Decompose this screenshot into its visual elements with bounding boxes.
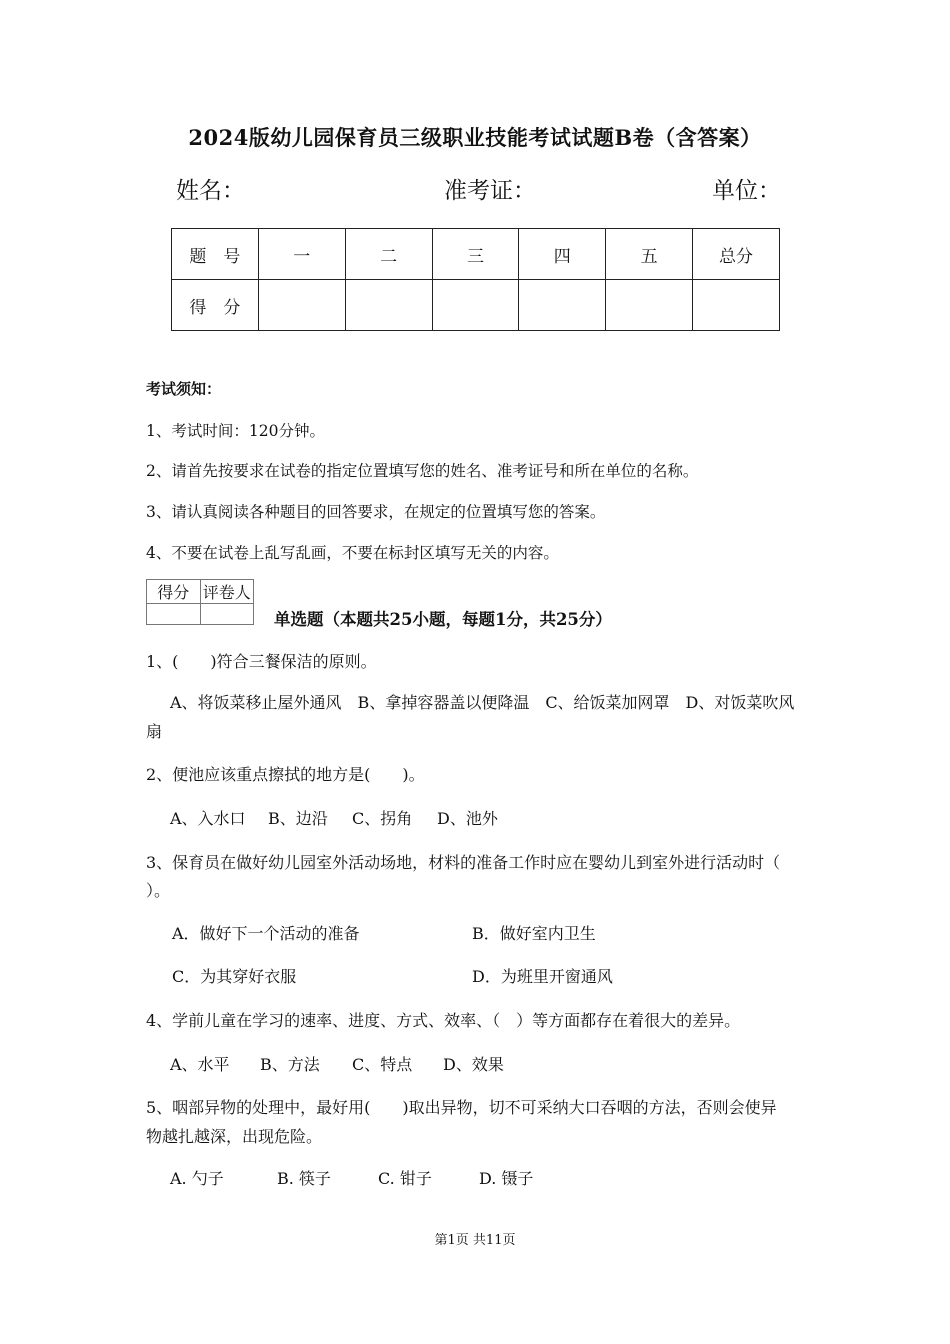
grader-score-cell[interactable] xyxy=(147,604,201,625)
notice-heading: 考试须知： xyxy=(146,380,222,398)
question-5-stem-cont: 物越扎越深，出现危险。 xyxy=(146,1127,323,1146)
question-4-option-d: D、效果 xyxy=(443,1055,504,1074)
name-field-label: 姓名： xyxy=(176,178,245,204)
exam-id-field-label: 准考证： xyxy=(444,178,536,204)
question-4-option-c: C、特点 xyxy=(352,1055,413,1074)
section-title: 单选题（本题共25小题，每题1分，共25分） xyxy=(274,610,612,629)
score-row-label: 得 分 xyxy=(172,280,259,331)
question-4-option-b: B、方法 xyxy=(260,1055,320,1074)
notice-item: 4、不要在试卷上乱写乱画，不要在标封区填写无关的内容。 xyxy=(146,544,559,562)
notice-item: 2、请首先按要求在试卷的指定位置填写您的姓名、准考证号和所在单位的名称。 xyxy=(146,462,699,480)
question-4-stem: 4、学前儿童在学习的速率、进度、方式、效率、（ ）等方面都存在着很大的差异。 xyxy=(146,1011,741,1030)
score-cell-total[interactable] xyxy=(693,280,780,331)
score-table xyxy=(171,228,780,331)
document-title: 2024版幼儿园保育员三级职业技能考试试题B卷（含答案） xyxy=(188,125,762,150)
question-1-options-cont: 扇 xyxy=(146,722,163,741)
question-2-stem: 2、便池应该重点擦拭的地方是( )。 xyxy=(146,765,425,784)
question-3-option-a: A．做好下一个活动的准备 xyxy=(172,924,360,943)
score-header-1: 一 xyxy=(258,229,345,280)
question-5-stem: 5、咽部异物的处理中，最好用( )取出异物，切不可采纳大口吞咽的方法，否则会使异 xyxy=(146,1098,777,1117)
grader-name-label: 评卷人 xyxy=(200,580,254,604)
question-2-option-c: C、拐角 xyxy=(352,809,413,828)
score-cell-2[interactable] xyxy=(345,280,432,331)
grader-score-label: 得分 xyxy=(147,580,201,604)
notice-item: 3、请认真阅读各种题目的回答要求，在规定的位置填写您的答案。 xyxy=(146,503,606,521)
question-1-options: A、将饭菜移止屋外通风 B、拿掉容器盖以便降温 C、给饭菜加网罩 D、对饭菜吹风 xyxy=(170,693,795,712)
question-1-stem: 1、( )符合三餐保洁的原则。 xyxy=(146,652,377,671)
score-table-score-row xyxy=(172,280,780,331)
question-4-option-a: A、水平 xyxy=(170,1055,230,1074)
grader-box xyxy=(146,579,254,625)
score-cell-5[interactable] xyxy=(606,280,693,331)
score-cell-3[interactable] xyxy=(432,280,519,331)
score-header-label: 题 号 xyxy=(172,229,259,280)
question-5-option-a: A. 勺子 xyxy=(170,1169,224,1188)
page-footer: 第1页 共11页 xyxy=(434,1233,516,1248)
question-5-option-b: B. 筷子 xyxy=(277,1169,331,1188)
score-header-4: 四 xyxy=(519,229,606,280)
score-cell-4[interactable] xyxy=(519,280,606,331)
score-header-2: 二 xyxy=(345,229,432,280)
score-header-5: 五 xyxy=(606,229,693,280)
score-table-header-row xyxy=(172,229,780,280)
question-3-option-d: D．为班里开窗通风 xyxy=(472,967,613,986)
score-cell-1[interactable] xyxy=(258,280,345,331)
question-2-option-d: D、池外 xyxy=(437,809,498,828)
question-5-option-c: C. 钳子 xyxy=(378,1169,432,1188)
unit-field-label: 单位： xyxy=(712,178,781,204)
notice-item: 1、考试时间：120分钟。 xyxy=(146,422,325,440)
question-2-option-b: B、边沿 xyxy=(268,809,328,828)
question-3-option-b: B．做好室内卫生 xyxy=(472,924,596,943)
grader-name-cell[interactable] xyxy=(200,604,254,625)
score-header-3: 三 xyxy=(432,229,519,280)
question-3-stem: 3、保育员在做好幼儿园室外活动场地，材料的准备工作时应在婴幼儿到室外进行活动时（ xyxy=(146,853,781,872)
question-3-stem-cont: ）。 xyxy=(146,881,171,900)
question-5-option-d: D. 镊子 xyxy=(479,1169,534,1188)
question-3-option-c: C．为其穿好衣服 xyxy=(172,967,297,986)
question-2-option-a: A、入水口 xyxy=(170,809,246,828)
score-header-total: 总分 xyxy=(693,229,780,280)
